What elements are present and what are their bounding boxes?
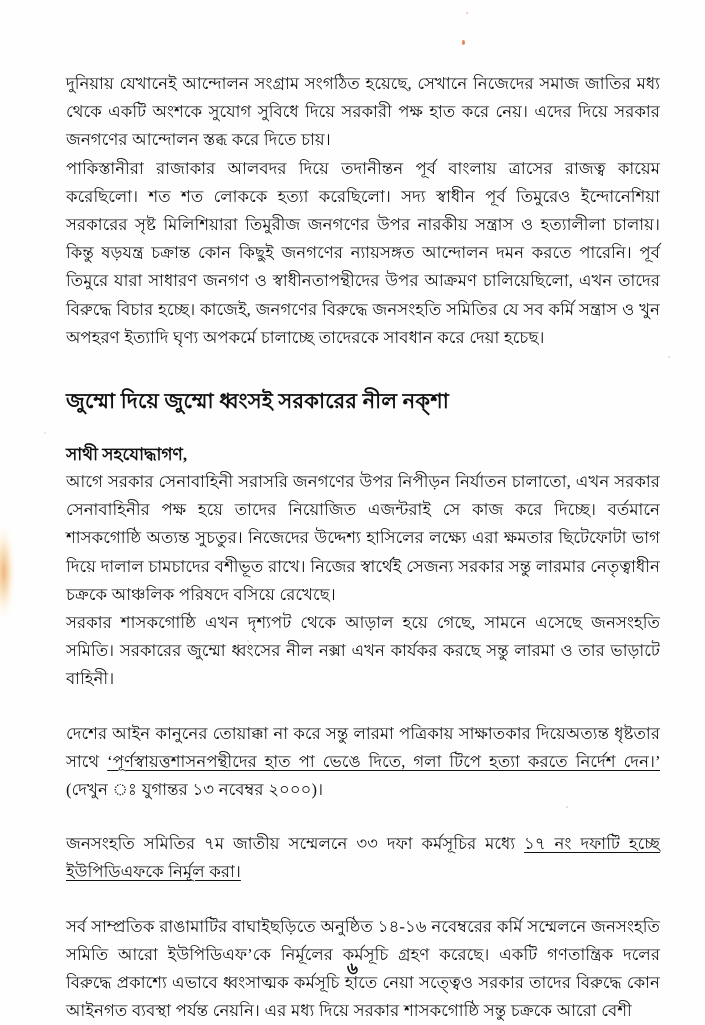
scan-speck-artifact	[466, 12, 468, 14]
scan-speck-artifact	[44, 432, 46, 434]
paragraph-spacer	[66, 887, 660, 913]
scan-speck-artifact	[668, 356, 670, 358]
salutation: সাথী সহযোদ্ধাগণ,	[66, 445, 188, 465]
body-paragraph-with-emphasis	[66, 830, 660, 886]
body-paragraph: সর্ব সাম্প্রতিক রাঙামাটির বাঘাইছড়িতে অনুষ্ঠিত ১৪-১৬ নবেম্বরের কর্মি সম্মেলনে জনসংহতি সমিতি আরো ইউপিডিএফ’কে নির্মূলের কর্মসূচি গ্রহণ করেছে। একটি গণতান্ত্রিক দলের বিরুদ্ধে প্রকাশ্যে এভাবে ধ্বংসাত্মক কর্মসূচি হাতে নেয়া সত্ত্বেও সরকার তাদের বিরুদ্ধে কোন আইনগত ব্যবস্থা পর্যন্ত নেয়নি। এর মধ্য দিয়ে সরকার শাসকগোষ্ঠি সন্তু চক্রকে আরো বেশী	[66, 916, 660, 1021]
body-paragraph: আগে সরকার সেনাবাহিনী সরাসরি জনগণের উপর নিপীড়ন নির্যাতন চালাতো, এখন সরকার সেনাবাহিনীর পক্ষ হয়ে তাদের নিয়োজিত এজন্টরাই সে কাজ করে দিচ্ছে। বর্তমানে শাসকগোষ্ঠি অত্যন্ত সুচতুর। নিজেদের উদ্দেশ্য হাসিলের লক্ষ্যে এরা ক্ষমতার ছিটেফোটা ভাগ দিয়ে দালাল চামচাদের বশীভূত রাখে। নিজের স্বার্থেই সেজন্য সরকার সন্তু লারমার নেতৃত্বাধীন চক্রকে আঞ্চলিক পরিষদে বসিয়ে রেখেছে।	[66, 472, 660, 604]
underlined-text-run: ‘পূর্ণস্বায়ত্তশাসনপন্থীদের হাত পা ভেঙে দিতে, গলা টিপে হত্যা করতে নির্দেশ দেন।’	[107, 751, 660, 771]
body-paragraph: পাকিস্তানীরা রাজাকার আলবদর দিয়ে তদানীন্তন পূর্ব বাংলায় ত্রাসের রাজত্ব কায়েম করেছিলো। শত শত লোককে হত্যা করেছিলো। সদ্য স্বাধীন পূর্ব তিমুরেও ইন্দোনেশিয়া সরকারের সৃষ্ট মিলিশিয়ারা তিমুরীজ জনগণের উপর নারকীয় সন্ত্রাস ও হত্যালীলা চালায়। কিন্তু ষড়যন্ত্র চক্রান্ত কোন কিছুই জনগণের ন্যায়সঙ্গত আন্দোলন দমন করতে পারেনি। পূর্ব তিমুরে যারা সাধারণ জনগণ ও স্বাধীনতাপন্থীদের উপর আক্রমণ চালিয়েছিলো, এখন তাদের বিরুদ্ধে বিচার হচ্ছে। কাজেই, জনগণের বিরুদ্ধে জনসংহতি সমিতির যে সব কর্মি সন্ত্রাস ও খুন অপহরণ ইত্যাদি ঘৃণ্য অপকর্মে চালাচ্ছে তাদেরকে সাবধান করে দেয়া হচেছ।	[66, 158, 660, 347]
body-paragraph: সরকার শাসকগোষ্ঠি এখন দৃশ্যপট থেকে আড়াল হয়ে গেছে, সামনে এসেছে জনসংহতি সমিতি। সরকারের জুম্মো ধ্বংসের নীল নক্সা এখন কার্যকর করছে সন্তু লারমা ও তার ভাড়াটে বাহিনী।	[66, 613, 660, 689]
section-spacer	[66, 352, 660, 386]
text-run: জনসংহতি সমিতির ৭ম জাতীয় সম্মেলনে ৩৩ দফা কর্মসূচির মধ্যে	[66, 834, 525, 854]
text-run: (দেখুন ঃ যুগান্তর ১৩ নবেম্বর ২০০০)।	[66, 780, 324, 800]
body-paragraph-with-quote	[66, 720, 660, 805]
text-run: দেশের আইন কানুনের তোয়াক্কা না করে সন্তু লারমা পত্রিকায় সাক্ষাতকার দিয়েঅত্যন্ত ধৃষ্টতার সাথে	[66, 723, 660, 771]
paragraph-spacer	[66, 694, 660, 720]
scan-smudge-artifact	[0, 516, 18, 628]
page-number: ৬	[346, 959, 359, 978]
heading-spacer	[66, 416, 660, 442]
document-text-column	[66, 70, 660, 1025]
body-paragraph: দুনিয়ায় যেখানেই আন্দোলন সংগ্রাম সংগঠিত হয়েছে, সেখানে নিজেদের সমাজ জাতির মধ্য থেকে একটি অংশকে সুযোগ সুবিধে দিয়ে সরকারী পক্ষ হাত করে নেয়। এদের দিয়ে সরকার জনগণের আন্দোলন স্তব্ধ করে দিতে চায়।	[66, 74, 660, 150]
scan-speck-artifact	[462, 40, 465, 45]
section-heading: জুম্মো দিয়ে জুম্মো ধ্বংসই সরকারের নীল নক্শা	[66, 389, 450, 414]
underlined-text-run: ১৭ নং দফাটি হচ্ছে ইউপিডিএফকে নির্মূল করা।	[66, 834, 661, 882]
paragraph-spacer	[66, 804, 660, 830]
